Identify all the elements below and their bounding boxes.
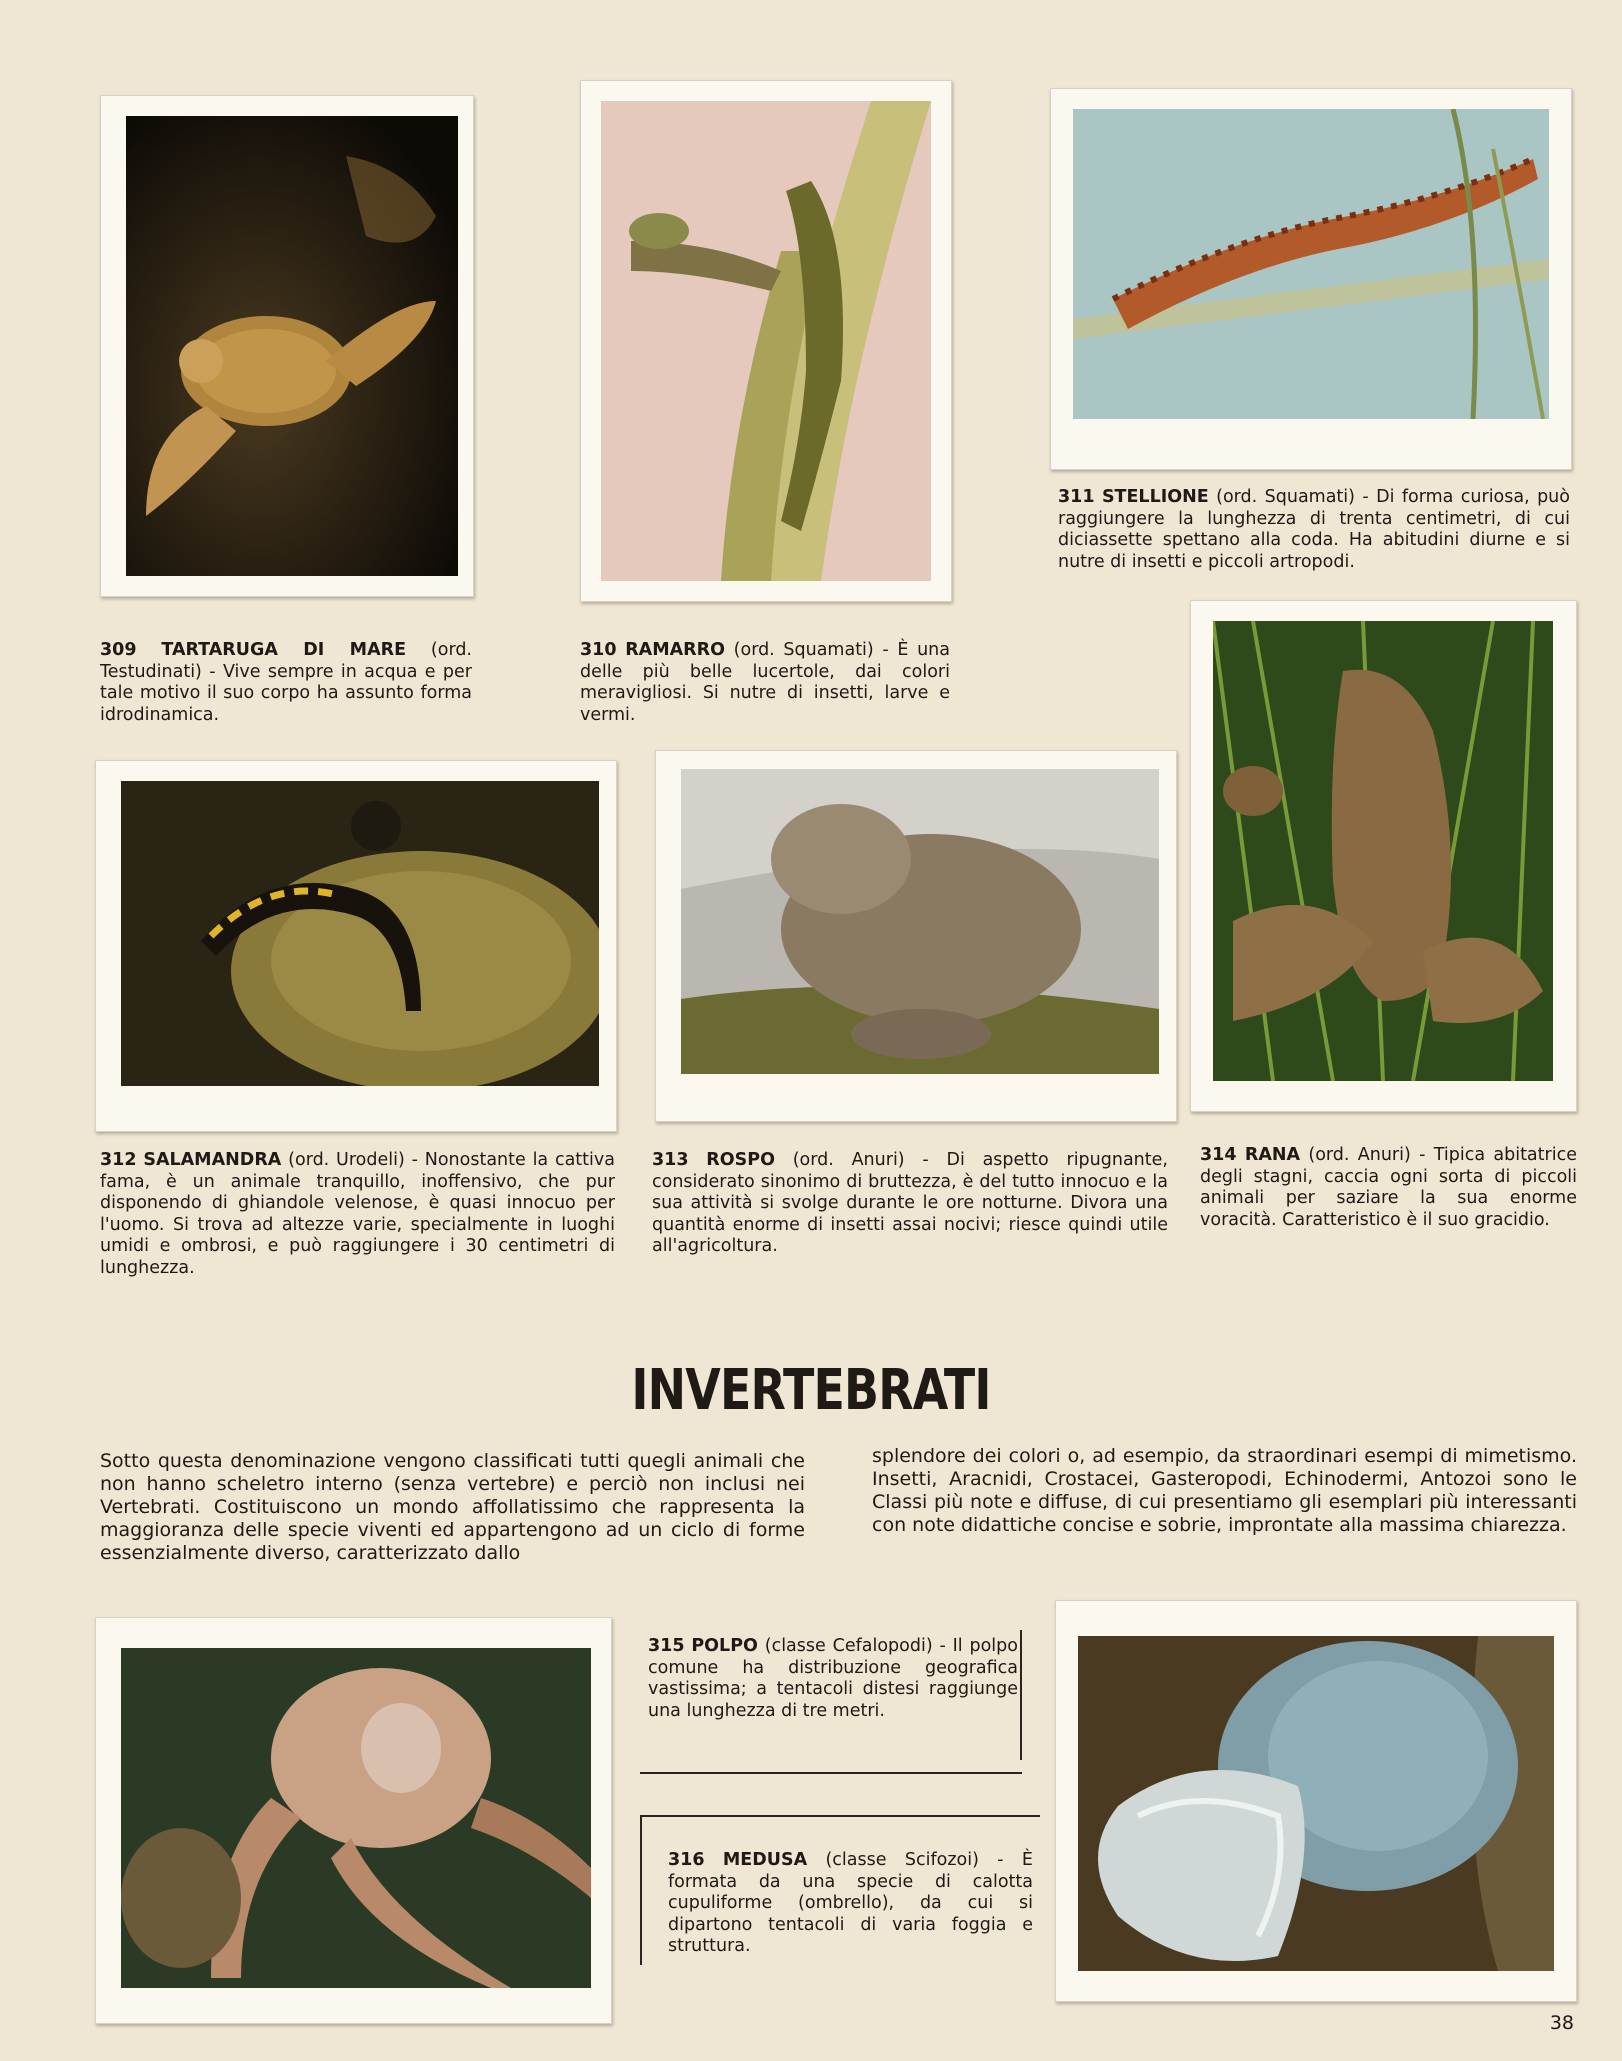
photo-frog [1213,621,1553,1081]
page-number: 38 [1549,2012,1574,2034]
photo-salamander [121,781,599,1086]
section-title: INVERTEBRATI [631,1358,991,1423]
caption-313: 313 ROSPO (ord. Anuri) - Di aspetto ripugnante, considerato sinonimo di bruttezza, è del tutto innocuo e la sua attività si svolge durante le ore notturne. Divora una quantità enorme di insetti assai nocivi; riesce quindi utile all'agricoltura. [652,1150,1168,1256]
sticker-310 [580,80,952,602]
photo-toad [681,769,1159,1074]
intro-left: Sotto questa denominazione vengono classificati tutti quegli animali che non hanno scheletro interno (senza vertebre) e perciò non inclusi nei Vertebrati. Costituiscono un mondo affollatissimo che rappresenta la maggioranza delle specie viventi ed appartengono ad un ciclo di forme essenzialmente diverso, caratterizzato dallo [100,1450,805,1564]
bracket-315-vertical [1020,1630,1022,1760]
bracket-316-arrow [640,1815,1040,1817]
sticker-315 [95,1617,612,2024]
photo-sea-turtle [126,116,458,576]
intro-right: splendore dei colori o, ad esempio, da straordinari esempi di mimetismo. Insetti, Aracnidi, Crostacei, Gasteropodi, Echinodermi, Antozoi sono le Classi più note e diffuse, di cui presentiamo gli esemplari più interessanti con note didattiche concise e sobrie, improntate alla massima chiarezza. [872,1445,1577,1536]
caption-314: 314 RANA (ord. Anuri) - Tipica abitatrice degli stagni, caccia ogni sorta di piccoli animali per saziare la sua enorme voracità. Caratteristico è il suo gracidio. [1200,1145,1577,1230]
caption-315: 315 POLPO (classe Cefalopodi) - Il polpo comune ha distribuzione geografica vastissima; a tentacoli distesi raggiunge una lunghezza di tre metri. [648,1636,1018,1721]
bracket-315-arrow [640,1772,1022,1774]
sticker-312 [95,760,617,1132]
photo-octopus [121,1648,591,1988]
sticker-309 [100,95,474,597]
sticker-311 [1050,88,1572,470]
photo-stellione [1073,109,1549,419]
sticker-314 [1190,600,1577,1112]
photo-green-lizard [601,101,931,581]
caption-309: 309 TARTARUGA DI MARE (ord. Testudinati) - Vive sempre in acqua e per tale motivo il suo corpo ha assunto forma idrodinamica. [100,640,472,725]
caption-310: 310 RAMARRO (ord. Squamati) - È una delle più belle lucertole, dai colori meravigliosi. Si nutre di insetti, larve e vermi. [580,640,950,725]
caption-312: 312 SALAMANDRA (ord. Urodeli) - Nonostante la cattiva fama, è un animale tranquillo, inoffensivo, che pur disponendo di ghiandole velenose, è quasi innocuo per l'uomo. Si trova ad altezze varie, specialmente in luoghi umidi e ombrosi, e può raggiungere i 30 centimetri di lunghezza. [100,1150,615,1278]
sticker-316 [1055,1600,1577,2002]
sticker-313 [655,750,1177,1122]
caption-316: 316 MEDUSA (classe Scifozoi) - È formata da una specie di calotta cupuliforme (ombrello), da cui si dipartono tentacoli di varia foggia e struttura. [668,1850,1033,1956]
photo-jellyfish [1078,1636,1554,1971]
caption-311: 311 STELLIONE (ord. Squamati) - Di forma curiosa, può raggiungere la lunghezza di trenta centimetri, di cui diciassette spettano alla coda. Ha abitudini diurne e si nutre di insetti e piccoli artropodi. [1058,487,1570,572]
bracket-316-vertical [640,1815,642,1965]
